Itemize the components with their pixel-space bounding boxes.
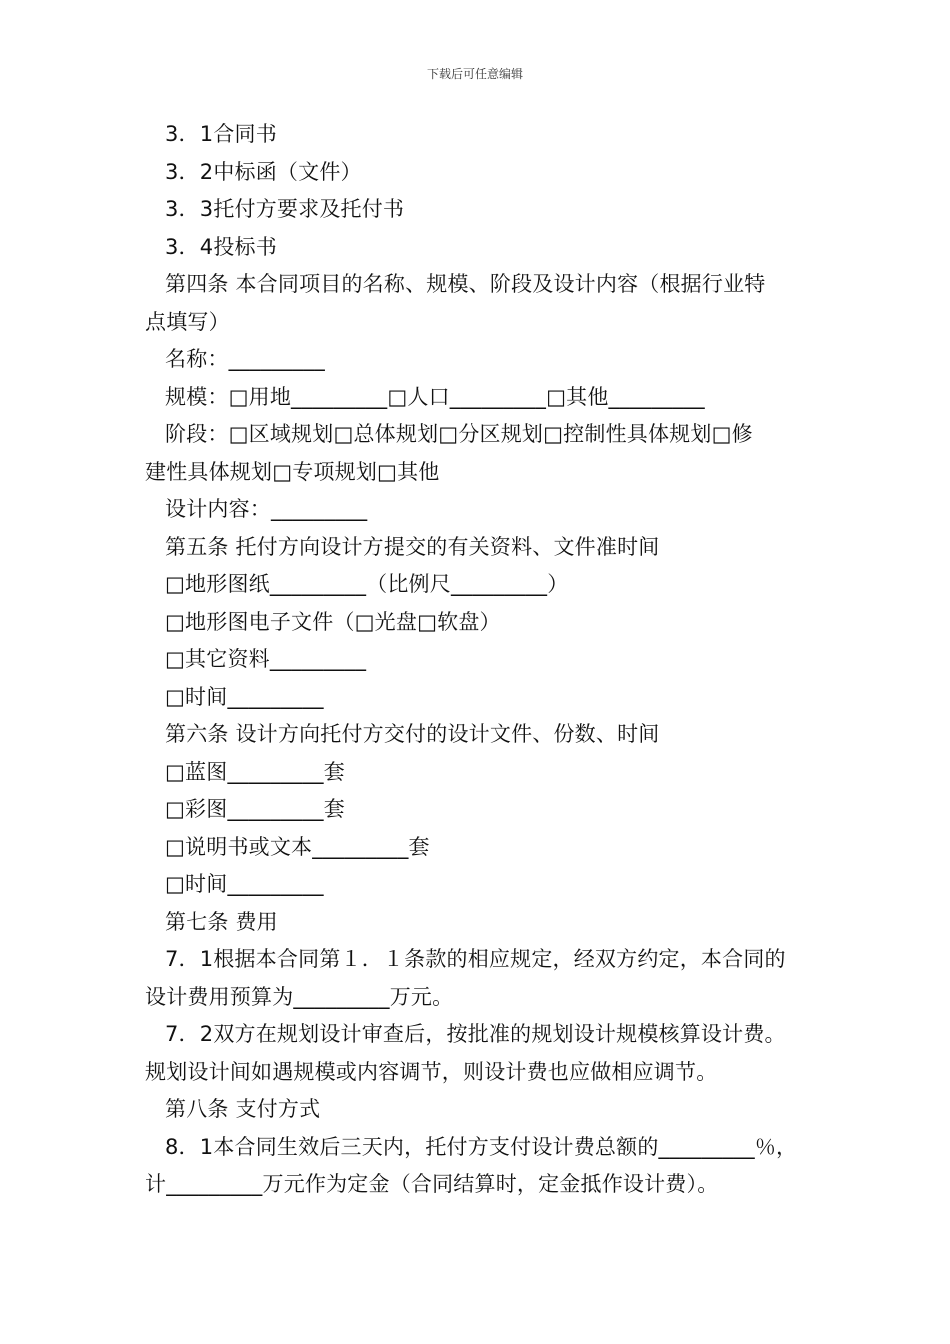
clause-3-1: 3．1合同书 bbox=[165, 122, 277, 146]
article-7-title: 第七条 费用 bbox=[165, 909, 278, 934]
clause-3-3: 3．3托付方要求及托付书 bbox=[165, 197, 405, 221]
document-body bbox=[145, 116, 825, 1204]
clause-8-1: 8．1本合同生效后三天内，托付方支付设计费总额的_________％， bbox=[165, 1134, 798, 1159]
design-content-field: 设计内容：_________ bbox=[165, 497, 368, 521]
submit-time-item: □时间_________ bbox=[165, 684, 324, 709]
clause-7-1-cont: 设计费用预算为_________万元。 bbox=[145, 984, 454, 1009]
article-4-title-cont: 点填写） bbox=[145, 309, 230, 334]
deliver-time-item: □时间_________ bbox=[165, 872, 324, 896]
clause-7-2-cont: 规划设计间如遇规模或内容调节，则设计费也应做相应调节。 bbox=[145, 1059, 718, 1084]
other-materials-item: □其它资料_________ bbox=[165, 647, 367, 671]
color-print-item: □彩图_________套 bbox=[165, 797, 345, 821]
clause-3-2: 3．2中标函（文件） bbox=[165, 159, 362, 184]
article-4-title: 第四条 本合同项目的名称、规模、阶段及设计内容（根据行业特 bbox=[165, 272, 766, 296]
project-name-field: 名称：_________ bbox=[165, 347, 325, 371]
clause-7-1: 7．1根据本合同第１．１条款的相应规定，经双方约定，本合同的 bbox=[165, 947, 786, 971]
clause-7-2: 7．2双方在规划设计审查后，按批准的规划设计规模核算设计费。 bbox=[165, 1022, 786, 1046]
article-6-title: 第六条 设计方向托付方交付的设计文件、份数、时间 bbox=[165, 722, 660, 746]
article-5-title: 第五条 托付方向设计方提交的有关资料、文件准时间 bbox=[165, 534, 660, 559]
project-stage-field-cont: 建性具体规划□专项规划□其他 bbox=[145, 459, 440, 484]
terrain-electronic-item: □地形图电子文件（□光盘□软盘） bbox=[165, 609, 501, 634]
terrain-drawing-item: □地形图纸_________（比例尺_________） bbox=[165, 572, 569, 596]
clause-3-4: 3．4投标书 bbox=[165, 234, 277, 259]
project-scale-field: 规模：□用地_________□人口_________□其他_________ bbox=[165, 384, 705, 409]
article-8-title: 第八条 支付方式 bbox=[165, 1097, 321, 1121]
manual-item: □说明书或文本_________套 bbox=[165, 834, 430, 859]
project-stage-field: 阶段：□区域规划□总体规划□分区规划□控制性具体规划□修 bbox=[165, 422, 753, 446]
blueprint-item: □蓝图_________套 bbox=[165, 759, 345, 784]
page-header: 下载后可任意编辑 bbox=[426, 67, 523, 81]
clause-8-1-cont: 计_________万元作为定金（合同结算时，定金抵作设计费）。 bbox=[145, 1172, 719, 1196]
